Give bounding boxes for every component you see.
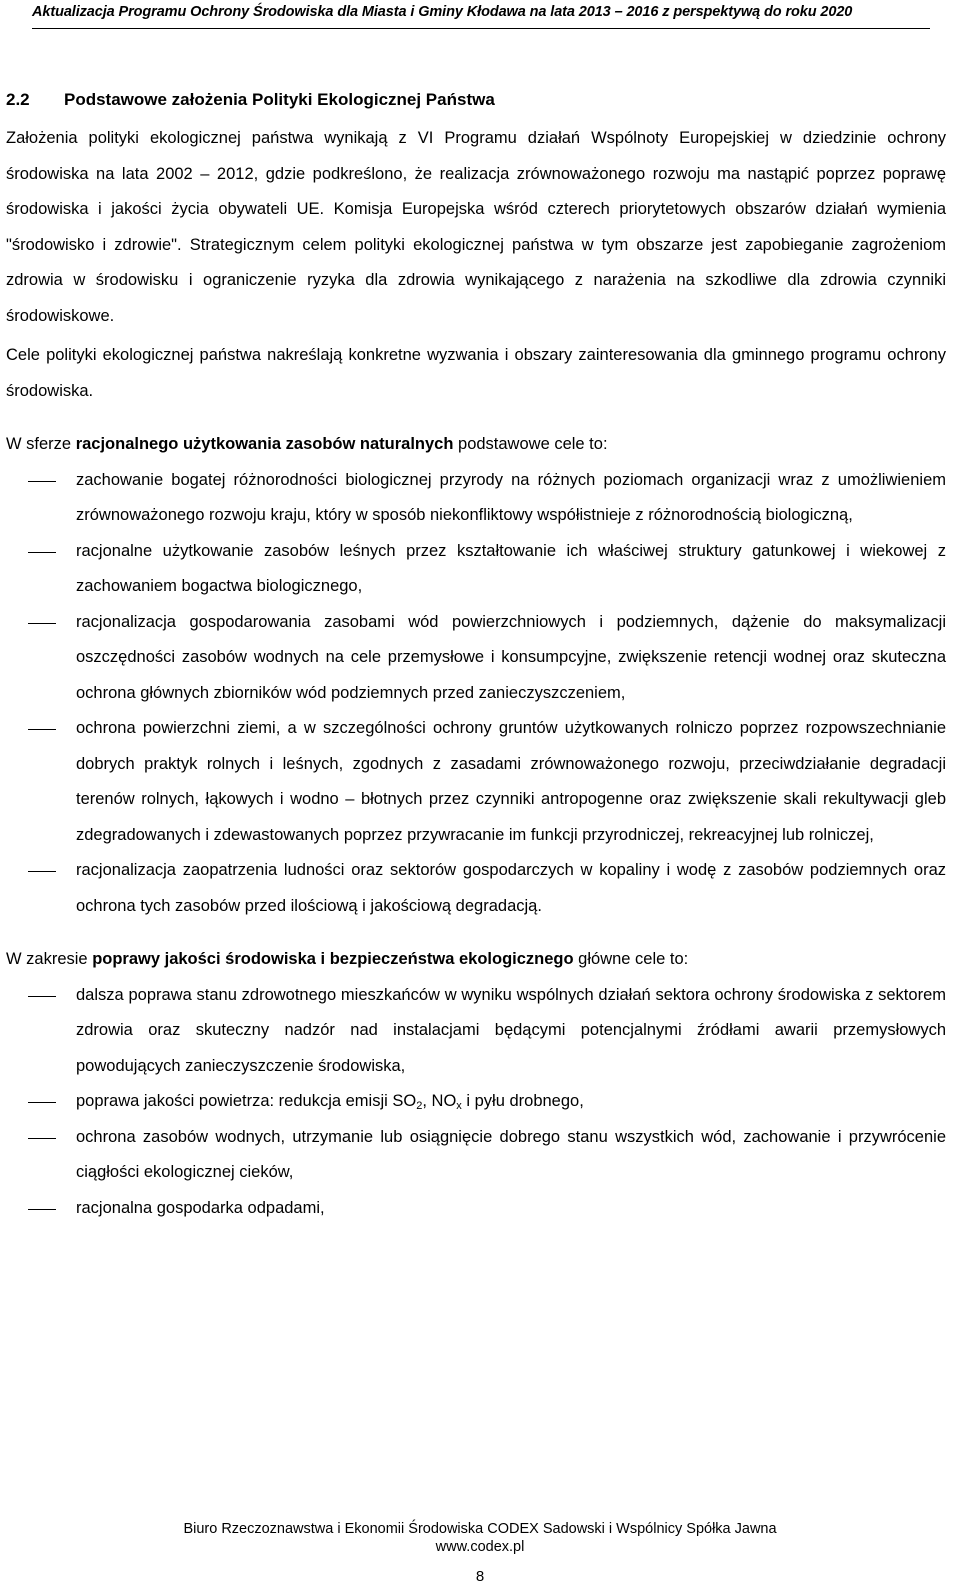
footer-website: www.codex.pl — [435, 1539, 525, 1555]
resources-goals-list — [6, 463, 946, 925]
page-content — [6, 85, 946, 1226]
list-item: racjonalizacja zaopatrzenia ludności oraz sektorów gospodarczych w kopaliny i wodę z zasobów podziemnych oraz ochrona tych zasobów przed ilościową i jakościową degradacją. — [6, 853, 946, 924]
goals-paragraph: Cele polityki ekologicznej państwa nakreślają konkretne wyzwania i obszary zainteresowania dla gminnego programu ochrony środowiska. — [6, 346, 946, 400]
resources-lead: W sferze racjonalnego użytkowania zasobów naturalnych podstawowe cele to: — [6, 435, 608, 453]
quality-lead: W zakresie poprawy jakości środowiska i bezpieczeństwa ekologicznego główne cele to: — [6, 950, 689, 968]
intro-paragraph: Założenia polityki ekologicznej państwa wynikają z VI Programu działań Wspólnoty Europejskiej w dziedzinie ochrony środowiska na lata 2002 – 2012, gdzie podkreślono, że realizacja zrównoważonego rozwoju ma nastąpić poprzez poprawę środowiska i jakości życia obywateli UE. Komisja Europejska wśród czterech priorytetowych obszarów działań wymienia "środowisko i zdrowie". Strategicznym celem polityki ekologicznej państwa w tym obszarze jest zapobieganie zagrożeniom zdrowia w środowisku i ograniczenie ryzyka dla zdrowia wynikającego z narażenia na szkodliwe dla zdrowia czynniki środowiskowe. — [6, 129, 946, 325]
resources-lead-bold: racjonalnego użytkowania zasobów naturalnych — [75, 435, 454, 453]
section-number: 2.2 — [6, 90, 30, 109]
list-item: racjonalna gospodarka odpadami, — [6, 1191, 946, 1227]
list-item: poprawa jakości powietrza: redukcja emisji $SO_2$, $NO_x$ i pyłu drobnego, — [6, 1084, 946, 1120]
quality-lead-bold: poprawy jakości środowiska i bezpieczeństwa ekologicznego — [92, 950, 574, 968]
section-title: Podstawowe założenia Polityki Ekologicznej Państwa — [64, 90, 495, 109]
quality-goals-list — [6, 978, 946, 1227]
list-item: ochrona powierzchni ziemi, a w szczególności ochrony gruntów użytkowanych rolniczo poprzez rozpowszechnianie dobrych praktyk rolnych i leśnych, zgodnych z zasadami zrównoważonego rozwoju, przeciwdziałanie degradacji terenów rolnych, łąkowych i wodno – błotnych przez czynniki antropogenne oraz zwiększenie skali rekultywacji gleb zdegradowanych i zdewastowanych poprzez przywracanie im funkcji przyrodniczej, rekreacyjnej lub rolniczej, — [6, 711, 946, 853]
list-item: racjonalizacja gospodarowania zasobami wód powierzchniowych i podziemnych, dążenie do maksymalizacji oszczędności zasobów wodnych na cele przemysłowe i konsumpcyjne, zwiększenie retencji wodnej oraz skuteczna ochrona głównych zbiorników wód podziemnych przed zanieczyszczeniem, — [6, 605, 946, 712]
list-item: ochrona zasobów wodnych, utrzymanie lub osiągnięcie dobrego stanu wszystkich wód, zachowanie i przywrócenie ciągłości ekologicznej cieków, — [6, 1120, 946, 1191]
header-rule — [32, 28, 930, 29]
list-item: racjonalne użytkowanie zasobów leśnych przez kształtowanie ich właściwej struktury gatunkowej i wiekowej z zachowaniem bogactwa biologicznego, — [6, 534, 946, 605]
list-item: zachowanie bogatej różnorodności biologicznej przyrody na różnych poziomach organizacji wraz z umożliwieniem zrównoważonego rozwoju kraju, który w sposób niekonfliktowy współistnieje z różnorodnością biologiczną, — [6, 463, 946, 534]
page-number: 8 — [475, 1568, 485, 1585]
running-header: Aktualizacja Programu Ochrony Środowiska dla Miasta i Gminy Kłodawa na lata 2013 – 2016 z perspektywą do roku 2020 — [32, 4, 853, 20]
footer-company: Biuro Rzeczoznawstwa i Ekonomii Środowiska CODEX Sadowski i Wspólnicy Spółka Jawna — [183, 1521, 777, 1537]
list-item: dalsza poprawa stanu zdrowotnego mieszkańców w wyniku wspólnych działań sektora ochrony środowiska z sektorem zdrowia oraz skuteczny nadzór nad instalacjami będącymi potencjalnymi źródłami awarii przemysłowych powodujących zanieczyszczenie środowiska, — [6, 978, 946, 1085]
section-heading — [6, 85, 946, 115]
